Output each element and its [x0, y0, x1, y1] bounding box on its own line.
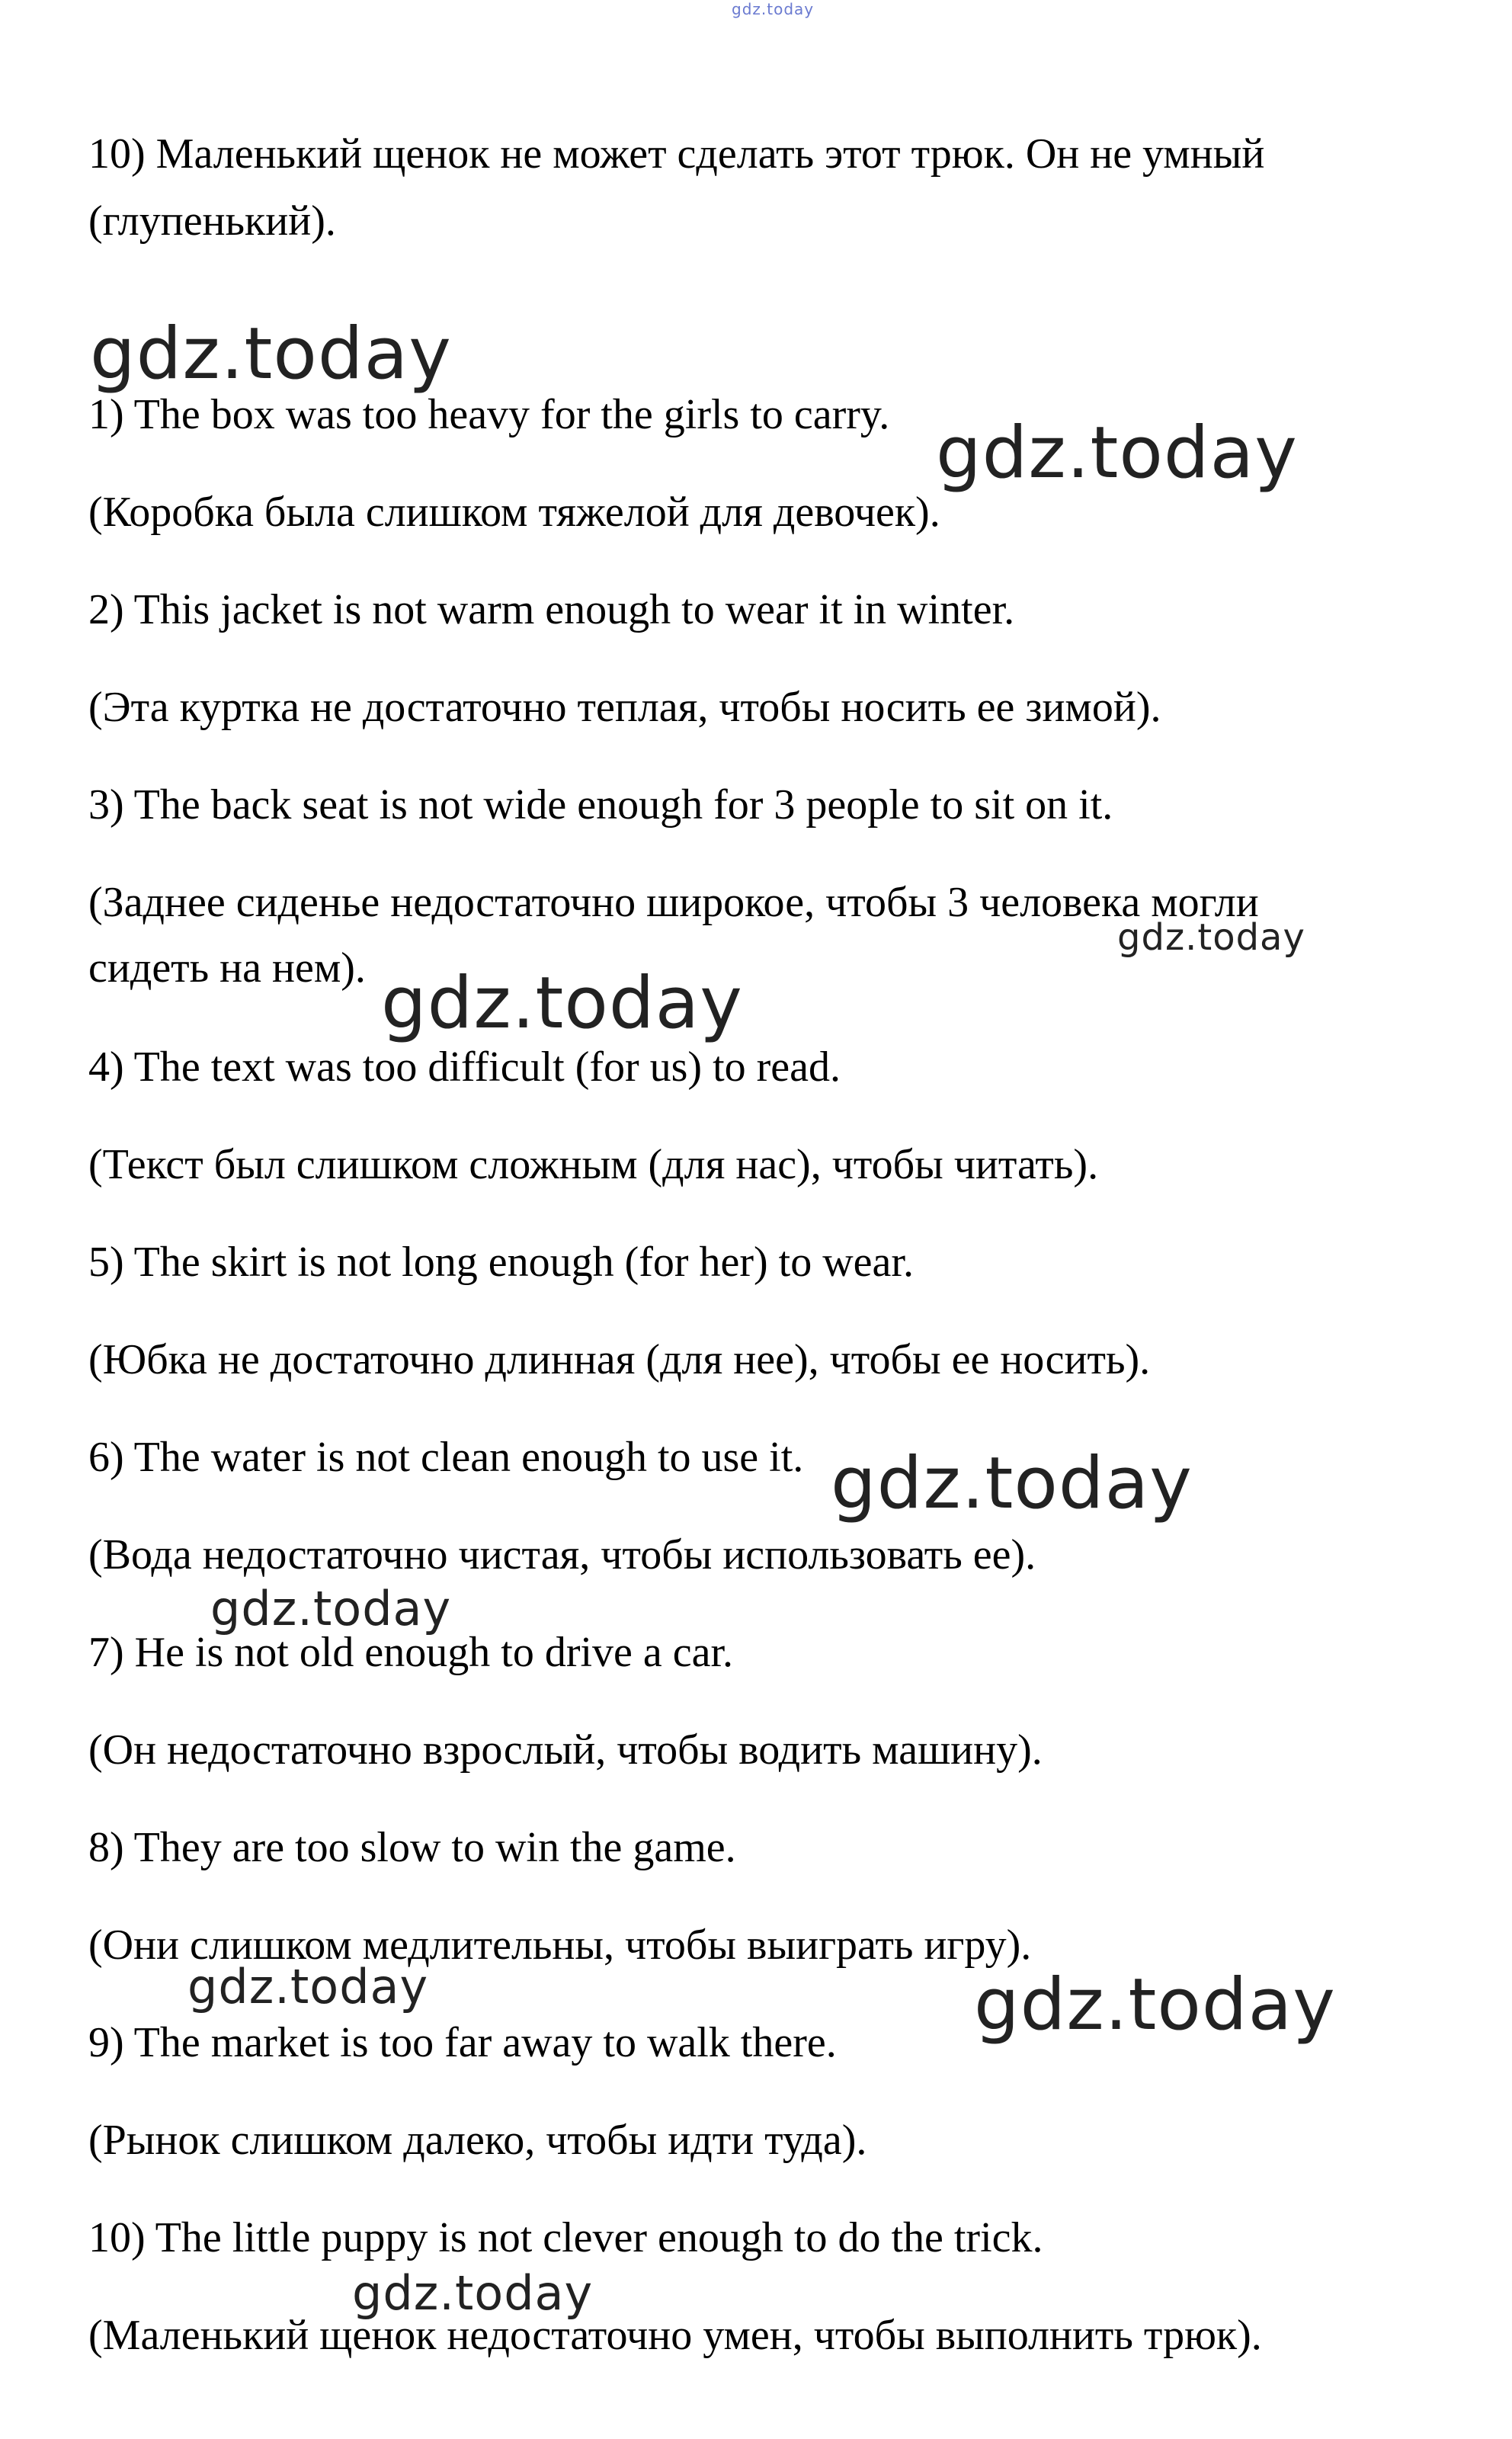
watermark: gdz.today: [936, 412, 1298, 495]
answer-8-en: 8) They are too slow to win the game.: [88, 1824, 736, 1871]
answer-9-ru: (Рынок слишком далеко, чтобы идти туда).: [88, 2117, 867, 2164]
answer-4-en: 4) The text was too difficult (for us) to read.: [88, 1043, 841, 1091]
answer-4-ru: (Текст был слишком сложным (для нас), чтобы читать).: [88, 1141, 1099, 1188]
answer-7-en: 7) He is not old enough to drive a car.: [88, 1629, 734, 1676]
watermark: gdz.today: [1117, 916, 1305, 959]
answer-2-ru: (Эта куртка не достаточно теплая, чтобы носить ее зимой).: [88, 684, 1161, 731]
task-intro-line-2: (глупенький).: [88, 197, 336, 245]
task-intro-line-1: 10) Маленький щенок не может сделать этот трюк. Он не умный: [88, 130, 1265, 178]
answer-10-ru: (Маленький щенок недостаточно умен, чтобы выполнить трюк).: [88, 2312, 1262, 2359]
watermark: gdz.today: [90, 312, 452, 396]
watermark: gdz.today: [352, 2265, 594, 2321]
answer-9-en: 9) The market is too far away to walk there.: [88, 2019, 837, 2066]
answer-10-en: 10) The little puppy is not clever enough to do the trick.: [88, 2214, 1043, 2261]
answer-6-en: 6) The water is not clean enough to use it.: [88, 1434, 804, 1481]
answer-8-ru: (Они слишком медлительны, чтобы выиграть игру).: [88, 1921, 1032, 1969]
answer-6-ru: (Вода недостаточно чистая, чтобы использовать ее).: [88, 1531, 1036, 1578]
answer-3-ru-line-1: (Заднее сиденье недостаточно широкое, чтобы 3 человека могли: [88, 879, 1259, 926]
answer-1-ru: (Коробка была слишком тяжелой для девочек).: [88, 489, 940, 536]
watermark-top: gdz.today: [732, 0, 815, 18]
watermark: gdz.today: [187, 1959, 429, 2014]
answer-3-ru-line-2: сидеть на нем).: [88, 944, 366, 992]
answer-5-en: 5) The skirt is not long enough (for her) to wear.: [88, 1239, 914, 1286]
answer-3-en: 3) The back seat is not wide enough for 3 people to sit on it.: [88, 781, 1113, 828]
watermark: gdz.today: [381, 962, 743, 1045]
watermark: gdz.today: [831, 1442, 1193, 1525]
watermark: gdz.today: [974, 1963, 1336, 2046]
answer-5-ru: (Юбка не достаточно длинная (для нее), чтобы ее носить).: [88, 1336, 1151, 1383]
answer-1-en: 1) The box was too heavy for the girls to carry.: [88, 391, 890, 438]
answer-7-ru: (Он недостаточно взрослый, чтобы водить машину).: [88, 1726, 1043, 1774]
watermark: gdz.today: [210, 1581, 452, 1636]
answer-2-en: 2) This jacket is not warm enough to wear it in winter.: [88, 586, 1015, 633]
